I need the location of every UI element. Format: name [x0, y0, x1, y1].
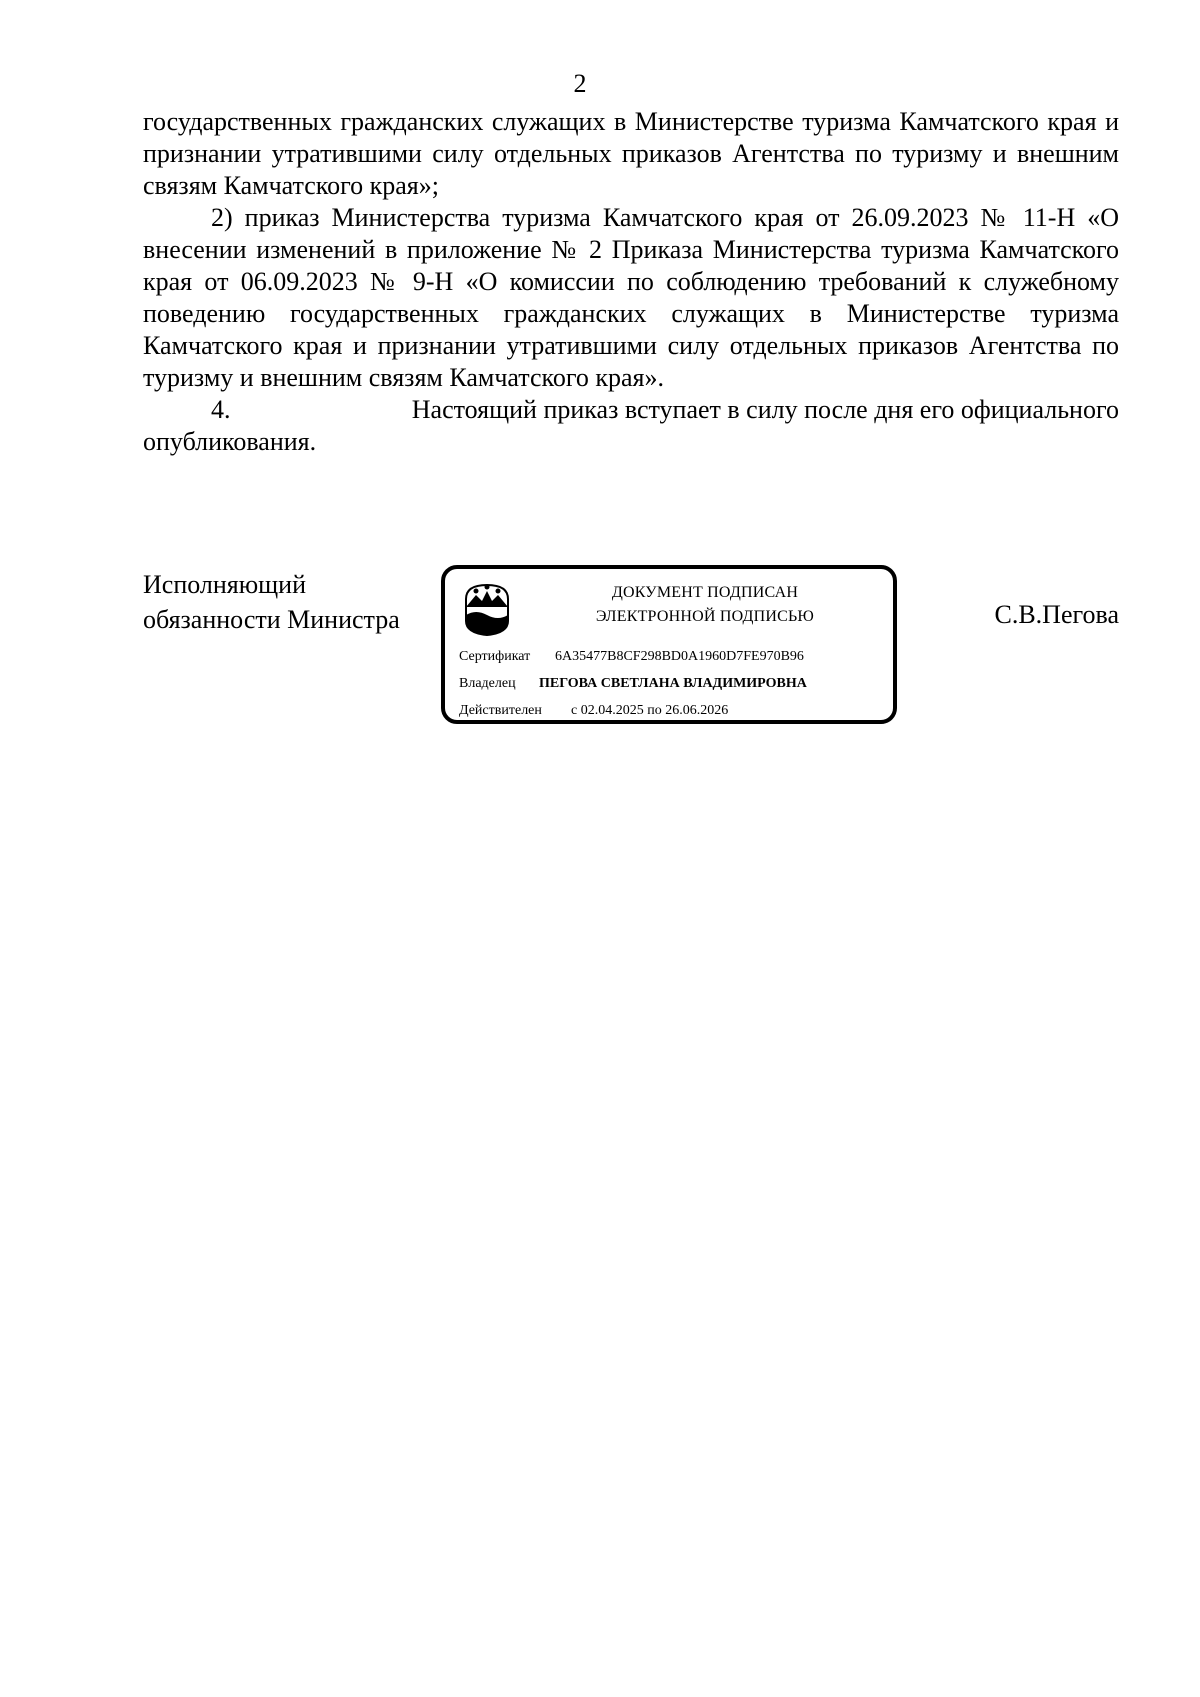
- certificate-label: Сертификат: [459, 649, 531, 664]
- item-4-first-line: Настоящий приказ вступает в силу после дня его официального: [411, 395, 1119, 424]
- stamp-certificate-row: [459, 648, 804, 666]
- stamp-validity-row: [459, 702, 728, 720]
- signatory-position-line2: обязанности Министра: [143, 605, 400, 634]
- certificate-value: 6A35477B8CF298BD0A1960D7FE970B96: [555, 649, 804, 664]
- signatory-position: [143, 567, 400, 637]
- item-4-number: 4.: [211, 395, 231, 424]
- paragraph-item-4-first-line: [143, 394, 1119, 426]
- stamp-heading: [535, 581, 875, 629]
- item-4-rest: опубликования.: [143, 427, 317, 456]
- stamp-heading-line1: ДОКУМЕНТ ПОДПИСАН: [611, 584, 799, 601]
- page-number: 2: [573, 69, 587, 98]
- valid-label: Действителен: [459, 703, 542, 718]
- signatory-name: С.В.Пегова: [994, 600, 1119, 629]
- signatory-position-line1: Исполняющий: [143, 570, 307, 599]
- paragraph-continuation: государственных гражданских служащих в Министерстве туризма Камчатского края и признании утратившими силу отдельных приказов Агентства по туризму и внешним связям Камчатского края»;: [143, 107, 1119, 200]
- paragraph-item-2: 2) приказ Министерства туризма Камчатского края от 26.09.2023 № 11-Н «О внесении изменений в приложение № 2 Приказа Министерства туризма Камчатского края от 06.09.2023 № 9-Н «О комиссии по соблюдению требований к служебному поведению государственных гражданских служащих в Министерстве туризма Камчатского края и признании утратившими силу отдельных приказов Агентства по туризму и внешним связям Камчатского края».: [143, 203, 1119, 392]
- stamp-heading-line2: ЭЛЕКТРОННОЙ ПОДПИСЬЮ: [595, 608, 815, 625]
- valid-value: с 02.04.2025 по 26.06.2026: [571, 703, 729, 718]
- owner-label: Владелец: [459, 676, 516, 691]
- electronic-signature-stamp: [441, 565, 897, 724]
- document-body: [143, 106, 1119, 458]
- kamchatka-emblem-icon: [462, 581, 512, 637]
- stamp-owner-row: [459, 675, 807, 693]
- owner-value: ПЕГОВА СВЕТЛАНА ВЛАДИМИРОВНА: [539, 676, 807, 691]
